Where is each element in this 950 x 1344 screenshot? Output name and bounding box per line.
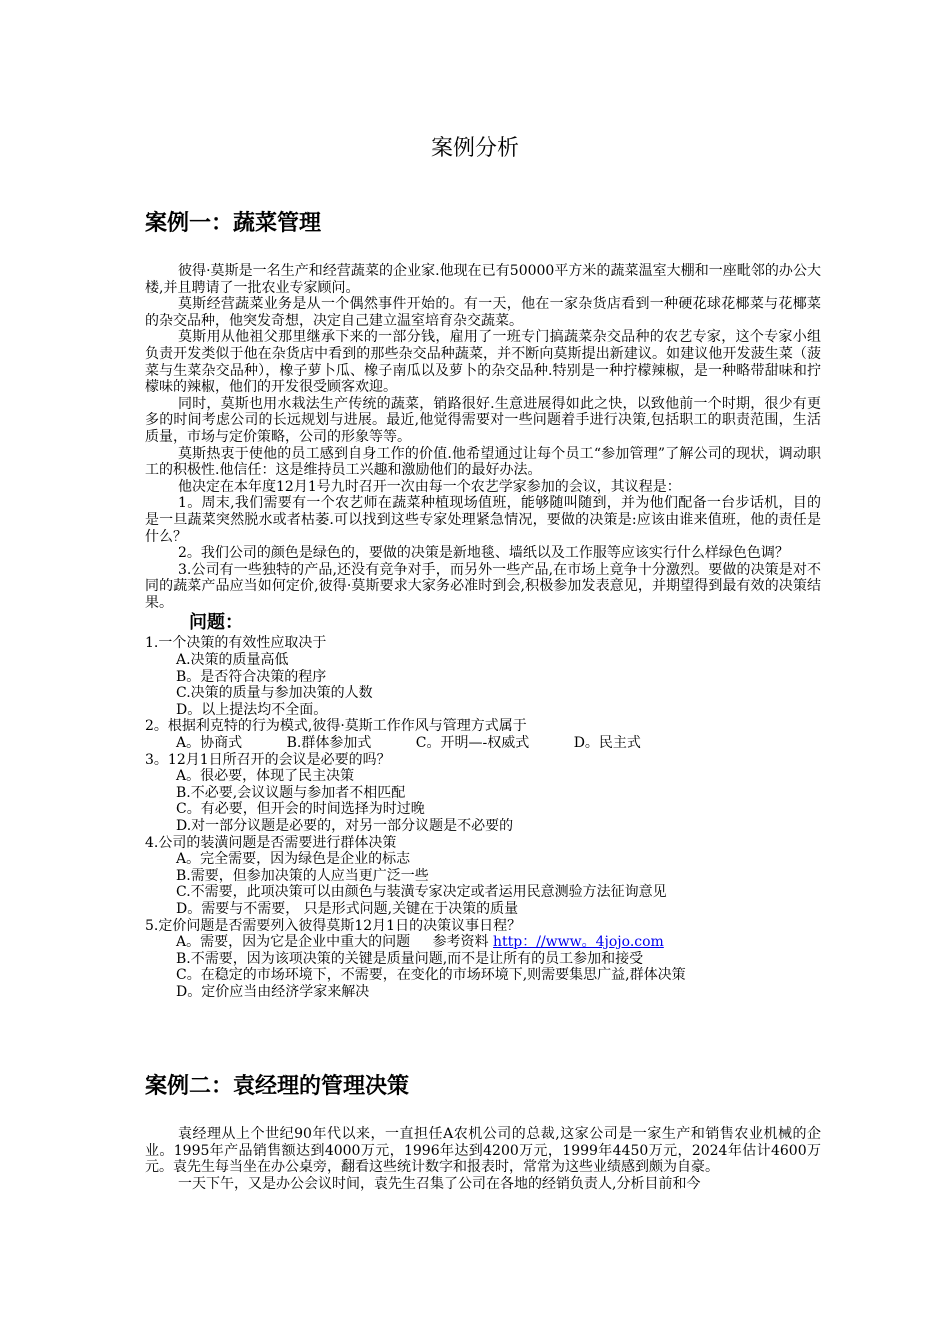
question-4-option-b: B.需要，但参加决策的人应当更广泛一些	[176, 867, 429, 884]
agenda-item-3: 3.公司有一些独特的产品,还没有竞争对手，而另外一些产品,在市场上竟争十分激烈。要做的决策是对不同的蔬菜产品应当如何定价,彼得·莫斯要求大家务必准时到会,积极参加发表意见，并期望得到最有效的决策结果。	[145, 561, 821, 611]
question-3: 3。12月1日所召开的会议是必要的吗？	[145, 751, 391, 768]
agenda-item-1: 1。周末,我们需要有一个农艺师在蔬菜种植现场值班，能够随叫随到，并为他们配备一台步话机，目的是一旦蔬菜突然脱水或者枯萎.可以找到这些专家处理紧急情况，要做的决策是:应该由谁来值班，他的责任是什么？	[145, 495, 821, 545]
question-1-option-a: A.决策的质量高低	[176, 652, 289, 669]
question-2: 2。根据利克特的行为模式,彼得·莫斯工作作风与管理方式属于	[145, 718, 527, 735]
document-title: 案例分析	[430, 136, 519, 161]
questions-heading: 问题：	[189, 612, 243, 634]
question-3-option-a: A。很必要，体现了民主决策	[176, 768, 355, 785]
question-2-options	[145, 735, 821, 752]
question-1-option-c: C.决策的质量与参加决策的人数	[176, 685, 373, 702]
question-4-option-c: C.不需要，此项决策可以由颜色与装潢专家决定或者运用民意测验方法征询意见	[176, 884, 667, 901]
question-5-option-b: B.不需要，因为该项决策的关键是质量问题,而不是让所有的员工参加和接受	[176, 950, 644, 967]
question-5: 5.定价问题是否需要列入彼得莫斯12月1日的决策议事日程？	[145, 917, 522, 934]
case2-heading: 案例二：袁经理的管理决策	[145, 1074, 410, 1099]
reference-link[interactable]: http：//www。4jojo.com	[493, 934, 664, 951]
question-5-option-d: D。定价应当由经济学家来解决	[176, 983, 370, 1000]
question-2-option-c: C。开明—-权威式	[415, 735, 530, 752]
case1-paragraph-3: 莫斯用从他祖父那里继承下来的一部分钱，雇用了一班专门搞蔬菜杂交品种的农艺专家，这个专家小组负责开发类似于他在杂货店中看到的那些杂交品种蔬菜，并不断向莫斯提出新建议。如建议他开发菠生菜（菠菜与生菜杂交品种），橡子萝卜瓜、橡子南瓜以及萝卜的杂交品种.特别是一种拧檬辣椒，是一种略带甜味和拧檬味的辣椒，他们的开发很受顾客欢迎。	[145, 329, 821, 396]
case1-paragraph-1: 彼得·莫斯是一名生产和经营蔬菜的企业家.他现在已有50000平方米的蔬菜温室大棚和一座毗邻的办公大楼,并且聘请了一批农业专家顾问。	[145, 263, 821, 296]
question-4: 4.公司的装潢问题是否需要进行群体决策	[145, 834, 397, 851]
question-2-option-b: B.群体参加式	[286, 735, 372, 752]
reference-label: 参考资料	[432, 934, 489, 951]
question-1: 1.一个决策的有效性应取决于	[145, 635, 327, 652]
case2-body	[145, 1126, 821, 1192]
case1-heading: 案例一：蔬菜管理	[145, 211, 322, 236]
case1-body	[145, 263, 821, 1001]
case1-paragraph-2: 莫斯经营蔬菜业务是从一个偶然事件开始的。有一天，他在一家杂货店看到一种硬花球花椰菜与花椰菜的杂交品种，他突发奇想，决定自己建立温室培育杂交蔬菜。	[145, 296, 821, 329]
question-1-option-b: B。是否符合决策的程序	[176, 668, 327, 685]
case1-paragraph-6: 他决定在本年度12月1号九时召开一次由每一个农艺学家参加的会议，其议程是：	[178, 478, 681, 495]
question-5-option-a-line	[145, 934, 821, 951]
question-5-option-a: A。需要，因为它是企业中重大的问题	[176, 934, 411, 951]
case1-paragraph-4: 同时，莫斯也用水栽法生产传统的蔬菜，销路很好.生意进展得如此之快，以致他前一个时期，很少有更多的时间考虑公司的长远规划与进展。最近,他觉得需要对一些问题着手进行决策,包括职工的职责范围，生活质量，市场与定价策略，公司的形象等等。	[145, 395, 821, 445]
question-3-option-c: C。有必要，但开会的时间选择为时过晚	[176, 801, 425, 818]
case1-paragraph-5: 莫斯热衷于使他的员工感到自身工作的价值.他希望通过让每个员工“参加管理”了解公司的现状，调动职工的积极性.他信任：这是维持员工兴趣和激励他们的最好办法。	[145, 445, 821, 479]
question-1-option-d: D。以上提法均不全面。	[176, 701, 328, 718]
question-4-option-a: A。完全需要，因为绿色是企业的标志	[176, 851, 411, 868]
question-3-option-d: D.对一部分议题是必要的，对另一部分议题是不必要的	[176, 818, 514, 834]
question-2-option-d: D。民主式	[573, 735, 641, 752]
question-2-option-a: A。协商式	[176, 735, 243, 752]
question-3-option-b: B.不必要,会议议题与参加者不相匹配	[176, 784, 406, 801]
question-5-option-c: C。在稳定的市场环境下，不需要，在变化的市场环境下,则需要集思广益,群体决策	[176, 967, 686, 984]
case2-paragraph-2: 一天下午，又是办公会议时间，袁先生召集了公司在各地的经销负责人,分析目前和今	[178, 1175, 701, 1192]
agenda-item-2: 2。我们公司的颜色是绿色的，要做的决策是新地毯、墙纸以及工作服等应该实行什么样绿色色调？	[178, 545, 789, 562]
case2-paragraph-1: 袁经理从上个世纪90年代以来，一直担任A农机公司的总裁,这家公司是一家生产和销售农业机械的企业。1995年产品销售额达到4000万元，1996年达到4200万元，1999年4450万元，2024年估计4600万元。袁先生每当坐在办公桌旁，翻看这些统计数字和报表时，常常为这些业绩感到颇为自豪。	[145, 1126, 821, 1176]
question-4-option-d: D。需要与不需要， 只是形式问题,关键在于决策的质量	[176, 900, 519, 917]
